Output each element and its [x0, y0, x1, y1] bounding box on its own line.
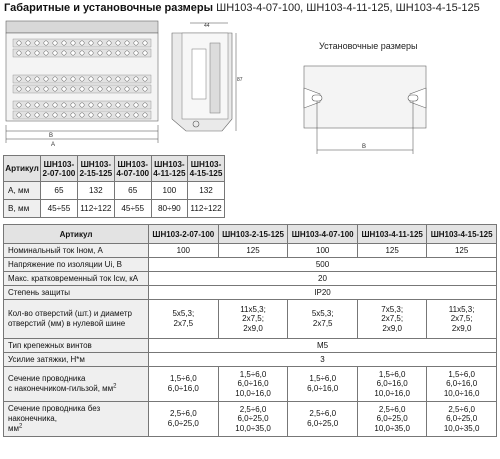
table-cell: 45÷55 — [41, 200, 78, 218]
row-label: Усилие затяжки, Н*м — [4, 353, 149, 367]
terminal-hole — [26, 87, 30, 91]
terminal-hole — [107, 113, 111, 117]
table-cell-span: IP20 — [149, 286, 497, 300]
cell-line: 2x7,5; — [381, 314, 404, 324]
header-line: ШН103- — [190, 159, 222, 169]
table-cell — [288, 402, 358, 437]
terminal-hole — [35, 87, 39, 91]
terminal-hole — [71, 103, 75, 107]
terminal-hole — [35, 41, 39, 45]
terminal-hole — [62, 77, 66, 81]
cell-line: 6,0÷16,0 — [446, 379, 478, 389]
terminal-hole — [143, 51, 147, 55]
spec-header-col: ШН103-2-07-100 — [149, 225, 219, 244]
terminal-hole — [53, 87, 57, 91]
header-line: 4-11-125 — [153, 168, 186, 178]
table-cell — [358, 300, 427, 339]
terminal-hole — [17, 87, 21, 91]
table-cell: 65 — [41, 182, 78, 200]
terminal-hole — [44, 103, 48, 107]
cell-line: 10,0÷35,0 — [443, 423, 480, 433]
table-row — [4, 402, 497, 437]
dimensions-header-col — [188, 156, 225, 182]
row-label: Номинальный ток Iном, А — [4, 244, 149, 258]
cell-line: 1,5÷6,0 — [239, 369, 267, 379]
terminal-hole — [35, 77, 39, 81]
specifications-table — [3, 224, 497, 437]
terminal-hole — [71, 113, 75, 117]
cell-line: 6,0÷25,0 — [237, 414, 269, 424]
terminal-hole — [17, 103, 21, 107]
spec-header-col: ШН103-2-15-125 — [218, 225, 288, 244]
dim-b-label: B — [49, 133, 54, 139]
terminal-hole — [98, 87, 102, 91]
cell-line: 10,0÷16,0 — [235, 388, 271, 398]
terminal-hole — [98, 103, 102, 107]
terminal-hole — [134, 77, 138, 81]
table-cell: 132 — [188, 182, 225, 200]
row-label — [4, 367, 149, 402]
cell-line: 6,0÷25,0 — [167, 419, 199, 428]
row-label — [4, 402, 149, 437]
terminal-hole — [53, 51, 57, 55]
header-line: ШН103- — [154, 159, 185, 169]
cell-line: 2x9,0 — [451, 323, 472, 333]
terminal-hole — [134, 41, 138, 45]
table-cell-span: 500 — [149, 258, 497, 272]
table-row — [4, 353, 497, 367]
dimensions-header-col — [77, 156, 114, 182]
terminal-hole — [53, 41, 57, 45]
cell-line: 2,5÷6,0 — [309, 409, 337, 419]
terminal-hole — [143, 113, 147, 117]
table-row — [4, 258, 497, 272]
table-cell: 100 — [288, 244, 358, 258]
terminal-hole — [53, 103, 57, 107]
terminal-hole — [80, 103, 84, 107]
cell-line: 6,0÷16,0 — [376, 379, 408, 389]
table-cell-span: M5 — [149, 339, 497, 353]
cell-line: 2x9,0 — [382, 323, 402, 333]
terminal-hole — [71, 77, 75, 81]
header-line: 4-07-100 — [116, 168, 150, 178]
label-line: Кол-во отверстий (шт.) и диаметр — [8, 309, 132, 318]
row-label: Макс. кратковременный ток Icw, кА — [4, 272, 149, 286]
terminal-hole — [17, 41, 21, 45]
spec-header-col: ШН103-4-07-100 — [288, 225, 358, 244]
label-line: Сечение проводника без наконечника, — [8, 404, 101, 423]
cell-line: 2x7,5; — [242, 314, 264, 324]
terminal-hole — [62, 51, 66, 55]
terminal-hole — [89, 103, 93, 107]
terminal-hole — [143, 103, 147, 107]
dimensions-table — [3, 155, 225, 218]
table-cell: 80÷90 — [151, 200, 187, 218]
spec-header-col: ШН103-4-15-125 — [427, 225, 497, 244]
terminal-hole — [107, 87, 111, 91]
table-row — [4, 367, 497, 402]
row-label: B, мм — [4, 200, 41, 218]
cell-line: 6,0÷16,0 — [237, 379, 269, 389]
terminal-hole — [71, 51, 75, 55]
table-cell: 112÷122 — [188, 200, 225, 218]
terminal-hole — [44, 113, 48, 117]
specifications-header-row — [4, 225, 497, 244]
terminal-hole — [143, 77, 147, 81]
terminal-hole — [80, 113, 84, 117]
install-label: Установочные размеры — [319, 41, 418, 51]
terminal-hole — [107, 103, 111, 107]
table-cell — [218, 402, 288, 437]
table-cell: 132 — [77, 182, 114, 200]
row-label — [4, 300, 149, 339]
cell-line: 6,0÷25,0 — [376, 414, 408, 424]
dim-side-label: 44 — [204, 23, 210, 29]
table-cell — [288, 300, 358, 339]
terminal-hole — [116, 41, 120, 45]
dim-a-label: A — [51, 142, 56, 148]
cell-line: 2,5÷6,0 — [239, 404, 267, 414]
table-row — [4, 200, 225, 218]
header-line: 2-15-125 — [79, 168, 113, 178]
terminal-hole — [134, 103, 138, 107]
terminal-hole — [98, 41, 102, 45]
terminal-hole — [116, 87, 120, 91]
table-cell — [288, 367, 358, 402]
cell-line: 5x5,3; — [311, 309, 334, 319]
table-cell: 125 — [358, 244, 427, 258]
spec-header-article: Артикул — [4, 225, 149, 244]
label-line: Сечение проводника — [8, 374, 86, 383]
row-label: Напряжение по изоляции Ui, В — [4, 258, 149, 272]
table-row — [4, 286, 497, 300]
cell-line: 11x5,3; — [448, 304, 475, 314]
terminal-hole — [143, 41, 147, 45]
table-cell — [218, 367, 288, 402]
terminal-hole — [89, 41, 93, 45]
header-line: ШН103- — [117, 159, 148, 169]
terminal-hole — [116, 103, 120, 107]
terminal-hole — [71, 87, 75, 91]
table-cell — [427, 367, 497, 402]
row-label: A, мм — [4, 182, 41, 200]
table-cell: 112÷122 — [77, 200, 114, 218]
cell-line: 10,0÷35,0 — [235, 423, 271, 433]
table-cell-span: 20 — [149, 272, 497, 286]
cell-line: 2x7,5 — [173, 319, 194, 328]
terminal-hole — [125, 41, 129, 45]
terminal-hole — [125, 77, 129, 81]
terminal-hole — [134, 51, 138, 55]
terminal-hole — [53, 113, 57, 117]
terminal-hole — [17, 113, 21, 117]
cell-line: 2,5÷6,0 — [448, 404, 475, 414]
table-cell: 100 — [149, 244, 219, 258]
cell-line: 1,5÷6,0 — [378, 369, 406, 379]
header-line: ШН103- — [43, 159, 75, 169]
table-cell — [149, 402, 219, 437]
table-row — [4, 182, 225, 200]
terminal-hole — [71, 41, 75, 45]
cell-line: 10,0÷16,0 — [443, 388, 480, 398]
terminal-hole — [26, 77, 30, 81]
header-line: ШН103- — [80, 159, 112, 169]
cell-line: 2,5÷6,0 — [170, 409, 197, 419]
terminal-hole — [116, 77, 120, 81]
terminal-hole — [44, 87, 48, 91]
superscript: 2 — [19, 423, 23, 430]
terminal-hole — [26, 113, 30, 117]
cell-line: 5x5,3; — [172, 309, 195, 319]
dimensions-header-col — [114, 156, 151, 182]
superscript: 2 — [113, 383, 117, 390]
table-row — [4, 300, 497, 339]
title-bold: Габаритные и установочные размеры — [4, 2, 214, 14]
side-view-drawing — [162, 19, 244, 147]
table-cell: 65 — [114, 182, 151, 200]
cell-line: 1,5÷6,0 — [170, 374, 197, 384]
cell-line: 10,0÷16,0 — [374, 388, 410, 398]
table-cell — [427, 300, 497, 339]
title-models: ШН103-4-07-100, ШН103-4-11-125, ШН103-4-15-125 — [216, 2, 480, 14]
terminal-hole — [62, 87, 66, 91]
terminal-hole — [125, 51, 129, 55]
table-row — [4, 339, 497, 353]
terminal-hole — [107, 77, 111, 81]
table-cell: 100 — [151, 182, 187, 200]
installation-drawing — [298, 58, 440, 156]
terminal-hole — [98, 113, 102, 117]
table-row — [4, 244, 497, 258]
cell-line: 10,0÷35,0 — [374, 423, 410, 433]
terminal-hole — [89, 113, 93, 117]
table-row — [4, 272, 497, 286]
install-dim-label: B — [362, 144, 367, 150]
cell-line: 6,0÷25,0 — [307, 419, 339, 428]
dimensions-header-col — [151, 156, 187, 182]
terminal-hole — [89, 77, 93, 81]
table-cell-span: 3 — [149, 353, 497, 367]
terminal-hole — [26, 41, 30, 45]
terminal-hole — [125, 87, 129, 91]
header-line: 4-15-125 — [189, 168, 223, 178]
terminal-hole — [107, 51, 111, 55]
table-cell — [358, 402, 427, 437]
cell-line: 6,0÷16,0 — [167, 384, 199, 393]
cell-line: 2x7,5 — [312, 319, 333, 328]
terminal-hole — [35, 103, 39, 107]
dim-side-v-label: 87 — [237, 77, 243, 83]
table-cell — [149, 300, 219, 339]
spec-header-col: ШН103-4-11-125 — [358, 225, 427, 244]
terminal-hole — [62, 41, 66, 45]
dimensions-header-article: Артикул — [4, 156, 41, 182]
terminal-hole — [80, 41, 84, 45]
terminal-hole — [26, 103, 30, 107]
terminal-hole — [125, 103, 129, 107]
cell-line: 1,5÷6,0 — [448, 369, 475, 379]
terminal-hole — [89, 51, 93, 55]
terminal-hole — [98, 77, 102, 81]
table-cell — [149, 367, 219, 402]
table-cell — [427, 402, 497, 437]
cell-line: 1,5÷6,0 — [309, 374, 337, 384]
page-title — [4, 2, 498, 17]
table-cell — [358, 367, 427, 402]
table-cell: 125 — [427, 244, 497, 258]
terminal-hole — [26, 51, 30, 55]
cell-line: 2x7,5; — [450, 314, 473, 324]
terminal-hole — [80, 51, 84, 55]
cell-line: 11x5,3; — [240, 304, 266, 314]
terminal-hole — [98, 51, 102, 55]
table-cell: 45÷55 — [114, 200, 151, 218]
terminal-hole — [35, 113, 39, 117]
row-label: Степень защиты — [4, 286, 149, 300]
table-cell — [218, 300, 288, 339]
cell-line: 6,0÷25,0 — [446, 414, 478, 424]
label-line: отверстий (мм) в нулевой шине — [8, 319, 126, 328]
table-cell: 125 — [218, 244, 288, 258]
cell-line: 2x9,0 — [243, 323, 263, 333]
terminal-hole — [44, 51, 48, 55]
terminal-hole — [89, 87, 93, 91]
terminal-hole — [125, 113, 129, 117]
terminal-hole — [134, 87, 138, 91]
label-line: мм — [8, 424, 19, 433]
terminal-hole — [134, 113, 138, 117]
terminal-hole — [53, 77, 57, 81]
terminal-hole — [62, 113, 66, 117]
terminal-hole — [80, 87, 84, 91]
dimensions-header-col — [41, 156, 78, 182]
label-line: с наконечником-гильзой, мм — [8, 384, 114, 393]
terminal-hole — [80, 77, 84, 81]
cell-line: 7x5,3; — [381, 304, 404, 314]
terminal-hole — [116, 113, 120, 117]
terminal-hole — [107, 41, 111, 45]
terminal-hole — [44, 77, 48, 81]
cell-line: 2,5÷6,0 — [378, 404, 406, 414]
terminal-hole — [17, 51, 21, 55]
dimensions-header-row — [4, 156, 225, 182]
terminal-hole — [44, 41, 48, 45]
terminal-hole — [116, 51, 120, 55]
terminal-hole — [17, 77, 21, 81]
front-view-drawing — [3, 19, 163, 149]
cell-line: 6,0÷16,0 — [307, 384, 339, 393]
row-label: Тип крепежных винтов — [4, 339, 149, 353]
terminal-hole — [143, 87, 147, 91]
terminal-hole — [62, 103, 66, 107]
terminal-hole — [35, 51, 39, 55]
header-line: 2-07-100 — [42, 168, 76, 178]
